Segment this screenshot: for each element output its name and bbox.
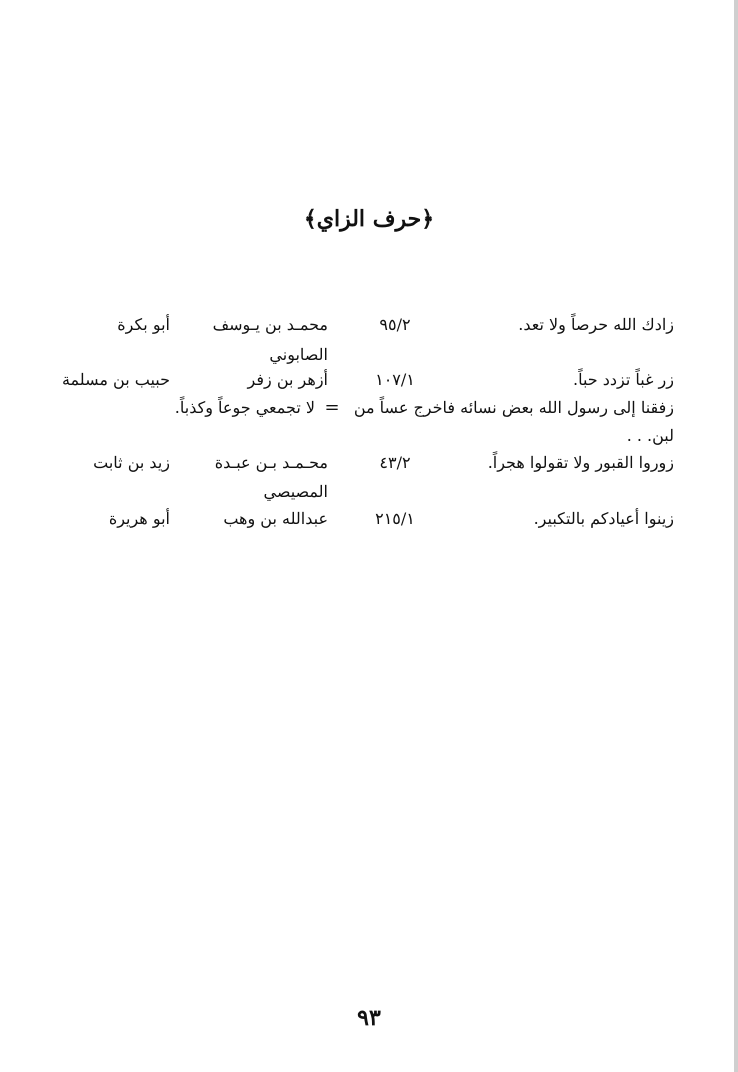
narrator: عبدالله بن وهب — [223, 509, 328, 528]
hadith-continuation: لبن. . . — [626, 426, 674, 445]
section-title: ﴿حرف الزاي﴾ — [303, 206, 435, 232]
narrator-continuation: المصيصي — [263, 482, 328, 501]
reference: ١٠٧/١ — [375, 370, 415, 389]
companion: زيد بن ثابت — [93, 453, 170, 472]
entry-row — [0, 368, 738, 398]
companion: أبو بكرة — [117, 315, 170, 334]
entry-row — [0, 507, 738, 537]
entry-row — [0, 396, 738, 426]
companion: أبو هريرة — [108, 509, 170, 528]
narrator-continuation: الصابوني — [269, 345, 328, 364]
page-number: ٩٣ — [357, 1005, 381, 1031]
hadith-text: زادك الله حرصاً ولا تعد. — [518, 315, 674, 334]
reference: ٩٥/٢ — [379, 315, 411, 334]
narrator: محمـد بن يـوسف — [212, 315, 328, 334]
narrator: أزهر بن زفر — [247, 370, 328, 389]
reference: ٤٣/٢ — [379, 453, 411, 472]
hadith-text: زوروا القبور ولا تقولوا هجراً. — [487, 453, 674, 472]
entry-row — [0, 313, 738, 343]
companion: حبيب بن مسلمة — [61, 370, 170, 389]
narrator: محـمـد بـن عبـدة — [214, 453, 328, 472]
equals-sign: = — [324, 397, 340, 418]
hadith-text: زينوا أعيادكم بالتكبير. — [533, 509, 674, 528]
entry-row — [0, 451, 738, 481]
hadith-text: زر غباً تزدد حباً. — [573, 370, 674, 389]
reference: ٢١٥/١ — [375, 509, 415, 528]
hadith-tail: لا تجمعي جوعاً وكذباً. — [174, 398, 315, 417]
hadith-text: زفقنا إلى رسول الله بعض نسائه فاخرج عساً من — [353, 398, 674, 417]
